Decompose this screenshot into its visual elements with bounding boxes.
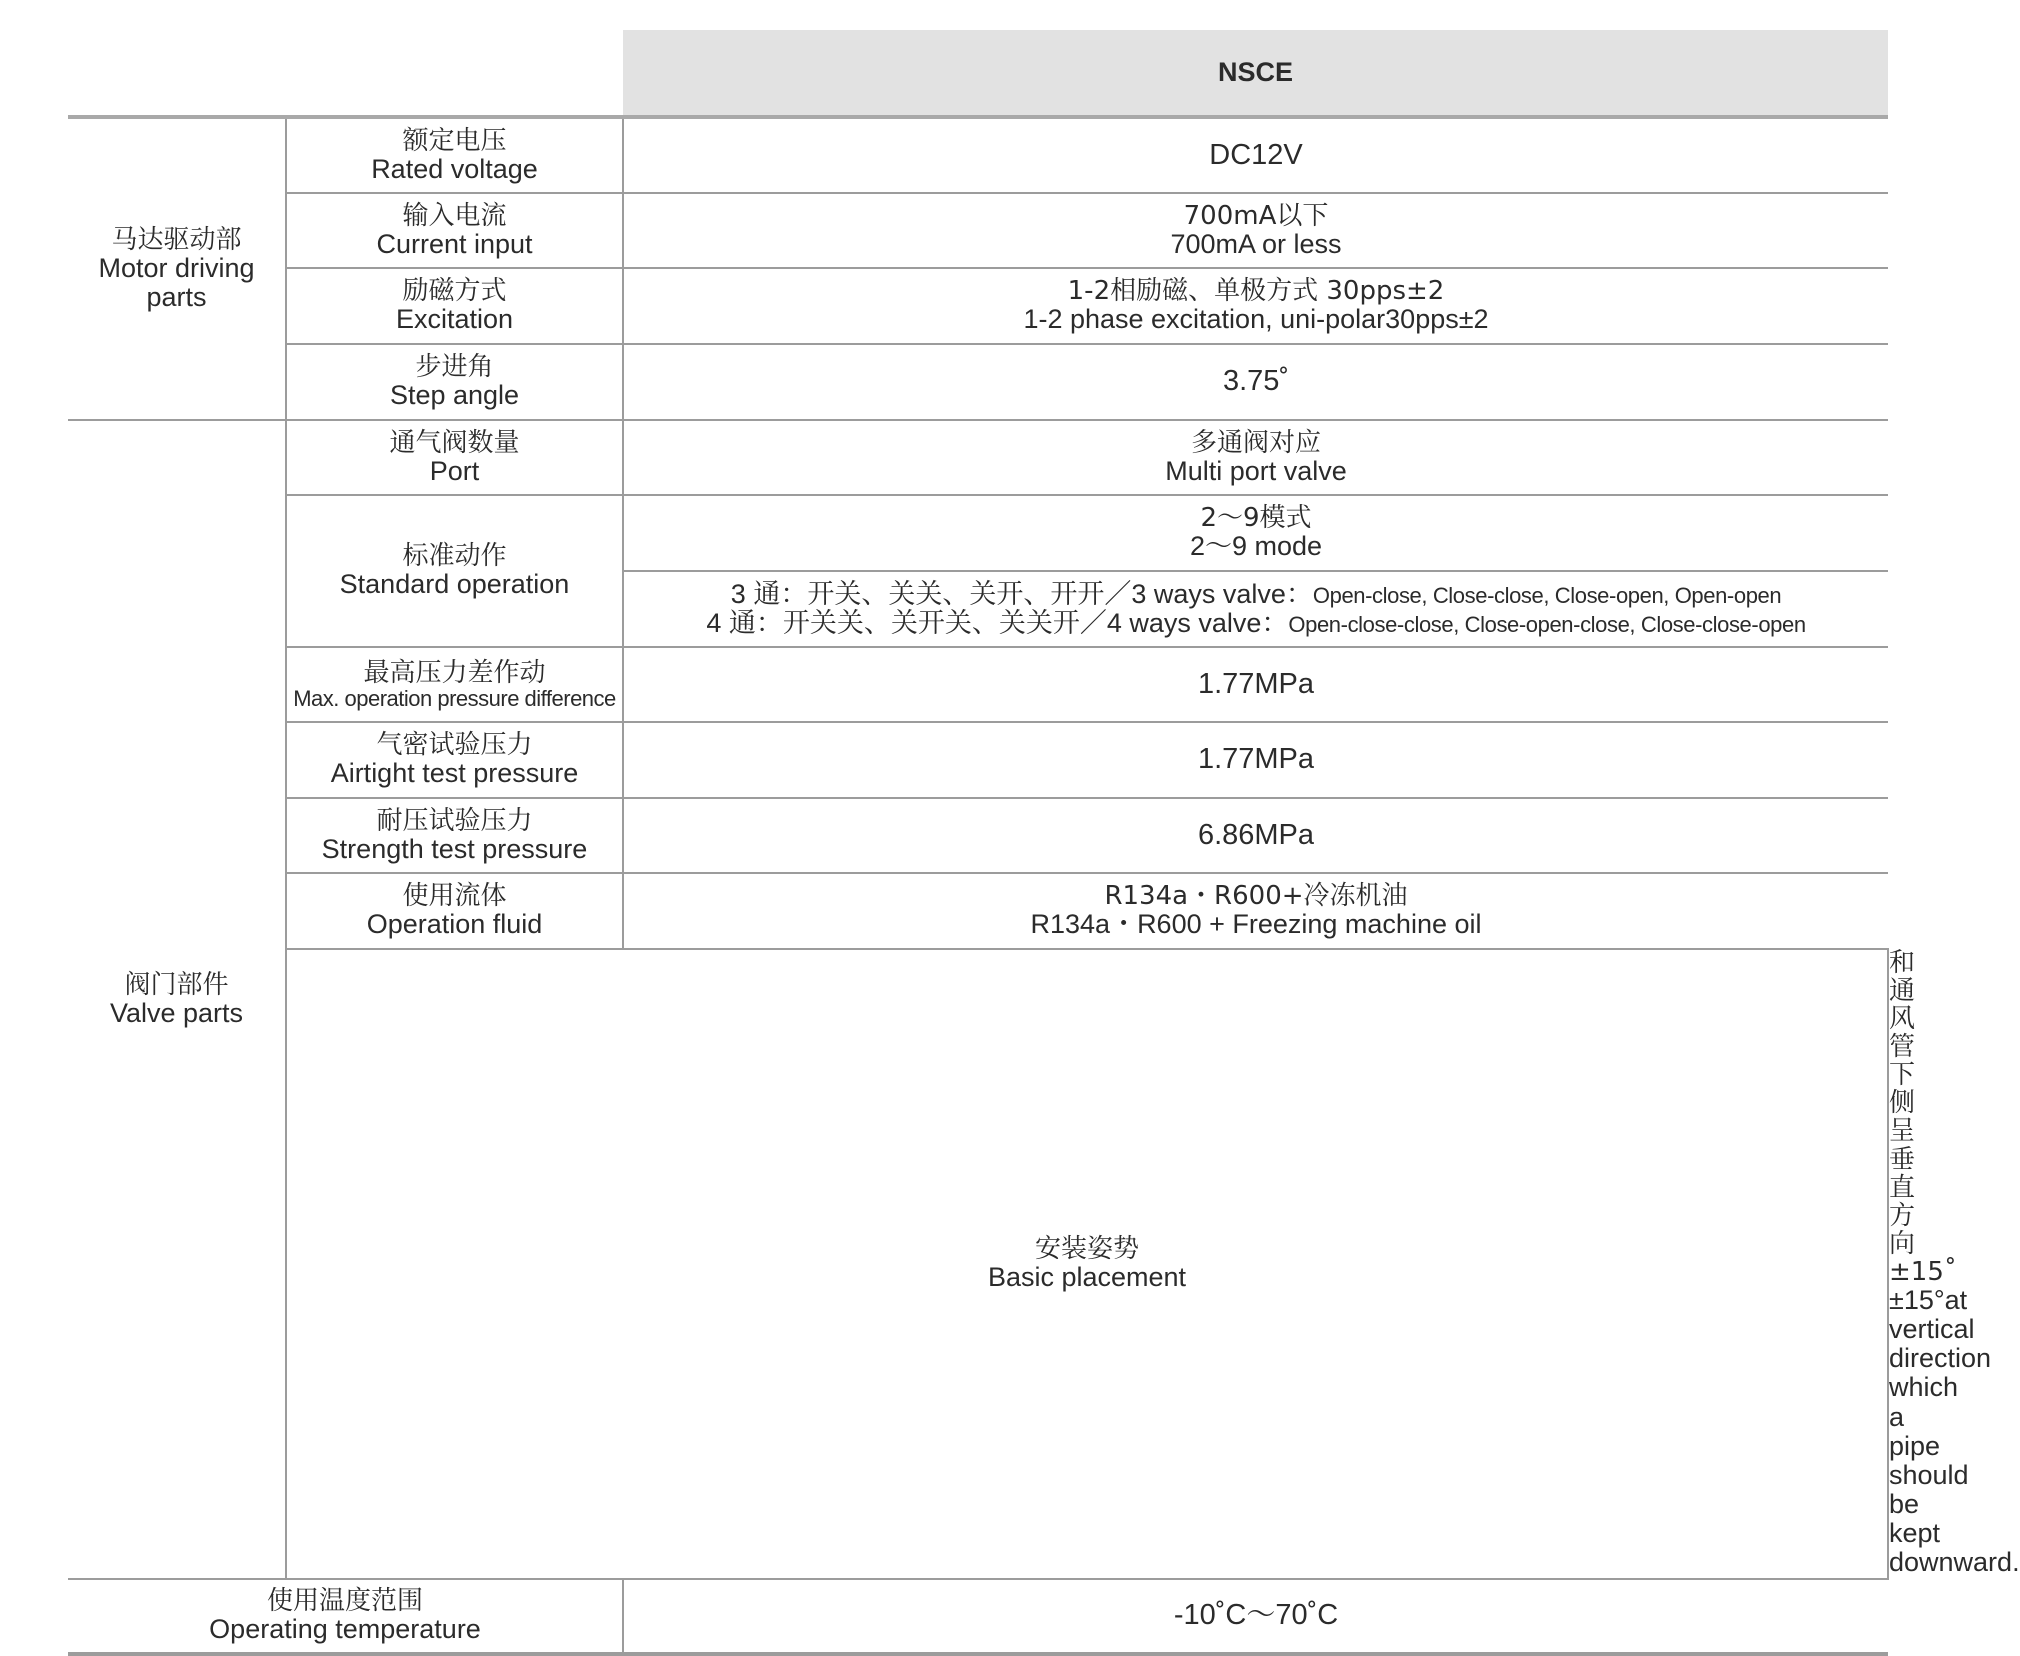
value-strength [623,798,1888,873]
param-label-en: Standard operation [339,569,570,600]
value-fluid [623,873,1888,949]
param-label-zh: 安装姿势 [1034,1234,1139,1265]
param-rated-voltage [286,117,623,193]
row-placement: 安装姿势 Basic placement 和通风管下侧呈垂直方向±15˚ ±15°at vertical direction which a pipe should be kept downward. [68,949,1888,1579]
model-header: NSCE [623,30,1888,117]
value-en: 2～9 mode [1189,531,1323,562]
param-label-en: Basic placement [987,1262,1187,1293]
value-en: R134a・R600 + Freezing machine oil [1030,909,1482,940]
value-text: -10˚C～70˚C [1173,1598,1339,1631]
row-port [68,420,1888,495]
param-placement [286,949,1888,1579]
param-max-pressure [286,647,623,722]
group-label-en: Motor driving parts [98,252,255,313]
value-zh: 1-2相励磁、单极方式 30pps±2 [1067,276,1445,307]
group-motor-driving-parts [68,117,286,420]
row-excitation [68,268,1888,344]
value-text: DC12V [1209,138,1303,171]
ways-3-prefix: 3 通：开关、关关、关开、开开／3 ways valve： [730,578,1313,609]
value-max-pressure [623,647,1888,722]
param-label-en: Current input [376,228,533,259]
value-standard-mode [623,495,1888,571]
value-text: 1.77MPa [1197,743,1315,776]
param-current-input [286,193,623,268]
param-port [286,420,623,495]
group-label-zh: 马达驱动部 [111,224,242,255]
row-temperature [68,1579,1888,1654]
param-label-en: Operation fluid [366,909,543,940]
param-label-en: Step angle [389,380,520,411]
param-label-zh: 励磁方式 [402,276,507,307]
param-label-zh: 步进角 [415,352,494,383]
value-port [623,420,1888,495]
param-strength [286,798,623,873]
param-label-en: Airtight test pressure [330,758,579,789]
param-label-zh: 耐压试验压力 [376,805,533,836]
param-label-zh: 标准动作 [402,541,507,572]
param-standard-operation [286,495,623,647]
param-label-zh: 使用温度范围 [266,1585,423,1616]
value-text: 1.77MPa [1197,667,1315,700]
row-rated-voltage [68,117,1888,193]
param-label-en: Strength test pressure [321,833,588,864]
ways-4-prefix: 4 通：开关关、关开关、关关开／4 ways valve： [706,608,1289,638]
value-zh: 700mA以下 [1183,200,1329,231]
param-label-en: Rated voltage [371,153,538,184]
param-label-zh: 最高压力差作动 [363,657,546,688]
value-zh: 2～9模式 [1200,503,1312,534]
ways-3-detail: Open-close, Close-close, Close-open, Open-open [1312,582,1782,608]
param-temperature [68,1579,623,1654]
param-label-en: Max. operation pressure difference [293,685,616,711]
param-label-en: Excitation [395,304,514,335]
param-label-en: Operating temperature [209,1613,481,1644]
ways-4-detail: Open-close-close, Close-open-close, Close-close-open [1288,612,1806,637]
value-zh: 多通阀对应 [1190,427,1321,458]
header-row [68,30,1888,117]
value-en: Multi port valve [1165,455,1347,486]
param-label-zh: 输入电流 [402,200,507,231]
value-rated-voltage [623,117,1888,193]
value-excitation [623,268,1888,344]
row-strength [68,798,1888,873]
param-label-zh: 通气阀数量 [389,427,520,458]
row-current-input [68,193,1888,268]
row-standard-operation [68,495,1888,571]
spec-table [68,30,2020,1656]
row-fluid [68,873,1888,949]
param-label-zh: 使用流体 [402,881,507,912]
param-step-angle [286,344,623,420]
group-label-en: Valve parts [109,997,244,1028]
value-airtight [623,722,1888,798]
value-step-angle [623,344,1888,420]
param-fluid [286,873,623,949]
group-label-zh: 阀门部件 [124,969,229,1000]
param-label-zh: 气密试验压力 [376,730,533,761]
ways-3-line [624,580,1888,609]
param-excitation [286,268,623,344]
value-text: 3.75˚ [1222,365,1290,398]
param-label-zh: 额定电压 [402,125,507,156]
value-en: 700mA or less [1170,228,1342,259]
row-step-angle [68,344,1888,420]
value-zh: R134a・R600+冷冻机油 [1104,881,1408,912]
value-en: 1-2 phase excitation, uni-polar30pps±2 [1023,304,1489,335]
row-max-pressure [68,647,1888,722]
value-text: 6.86MPa [1197,818,1315,851]
param-airtight [286,722,623,798]
ways-4-line [624,609,1888,638]
row-airtight [68,722,1888,798]
group-valve-parts [68,420,286,1579]
value-standard-ways [623,571,1888,647]
param-label-en: Port [429,455,480,486]
header-blank [68,30,623,117]
value-current-input [623,193,1888,268]
value-temperature [623,1579,1888,1654]
